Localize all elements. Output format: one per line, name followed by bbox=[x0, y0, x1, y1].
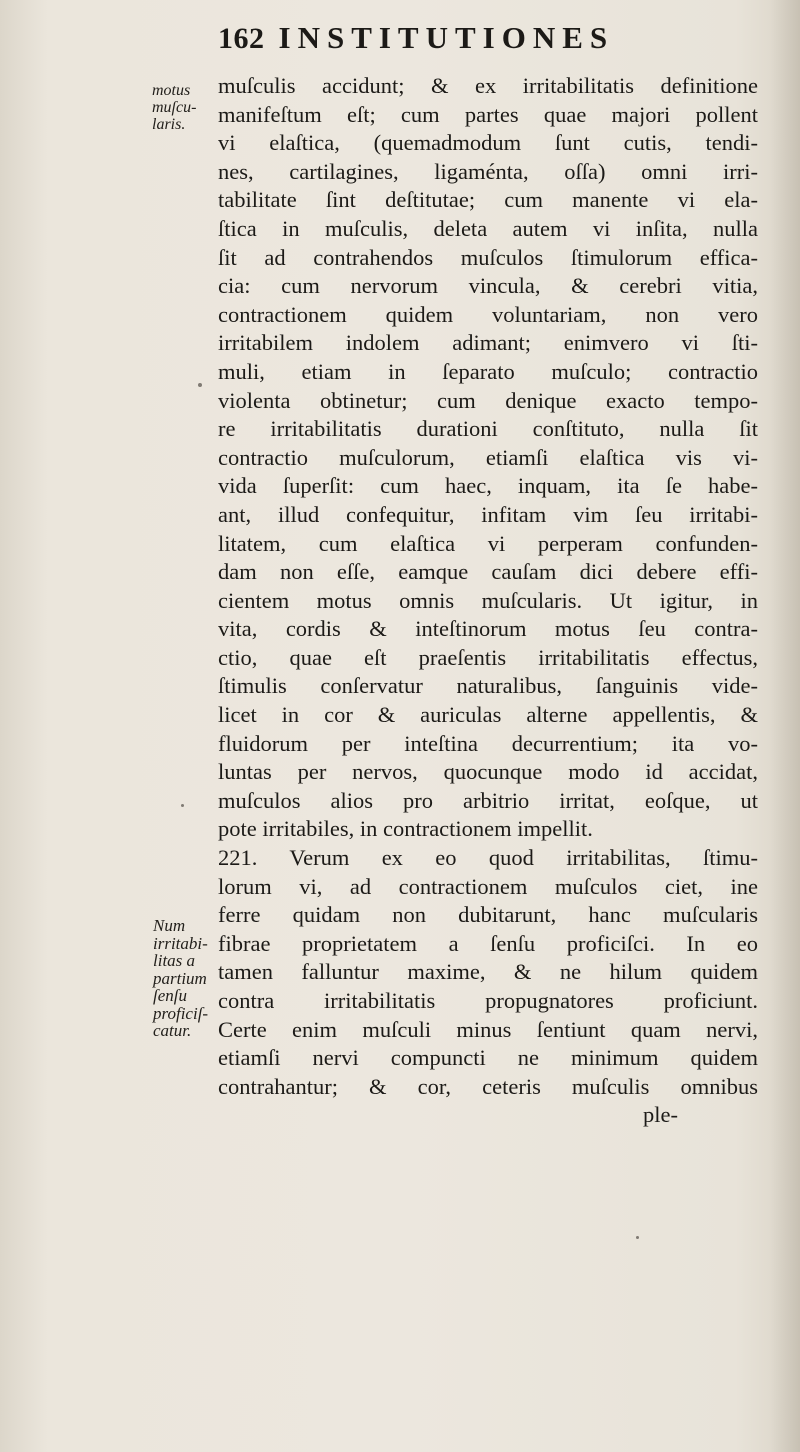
margin-note-line: catur. bbox=[153, 1021, 192, 1040]
page-edge-shadow bbox=[770, 0, 800, 1452]
page-number: 162 bbox=[218, 22, 265, 55]
margin-note-line: partium bbox=[153, 968, 207, 988]
body-line: luntas per nervos, quocunque modo id accidat, bbox=[218, 759, 758, 785]
body-line: violenta obtinetur; cum denique exacto tempo- bbox=[218, 387, 758, 413]
body-line: ant, illud confequitur, infitam vim ſeu irritabi- bbox=[218, 501, 758, 527]
body-line: nes, cartilagines, ligaménta, oſſa) omni irri- bbox=[218, 158, 758, 184]
body-line: re irritabilitatis durationi conſtituto, nulla ſit bbox=[218, 416, 758, 442]
body-line: muli, etiam in ſeparato muſculo; contractio bbox=[218, 358, 758, 384]
body-line: tabilitate ſint deſtitutae; cum manente vi ela- bbox=[218, 187, 758, 213]
body-line: etiamſi nervi compuncti ne minimum quidem bbox=[218, 1045, 758, 1071]
margin-note-line: ſenſu bbox=[153, 986, 187, 1005]
margin-note-line: laris. bbox=[152, 116, 186, 133]
body-line: muſculos alios pro arbitrio irritat, eoſque, ut bbox=[218, 787, 758, 813]
body-line: cia: cum nervorum vincula, & cerebri vitia, bbox=[218, 273, 758, 299]
body-line: vi elaſtica, (quemadmodum ſunt cutis, tendi- bbox=[218, 130, 758, 156]
body-line: ple- bbox=[643, 1102, 678, 1128]
body-line: 221. Verum ex eo quod irritabilitas, ſtimu- bbox=[218, 845, 758, 871]
ink-spot bbox=[636, 1236, 639, 1239]
margin-note-line: proficiſ- bbox=[153, 1003, 209, 1023]
body-line: vita, cordis & inteſtinorum motus ſeu contra- bbox=[218, 616, 758, 642]
body-line: ctio, quae eſt praeſentis irritabilitatis effectus, bbox=[218, 644, 758, 670]
body-line: irritabilem indolem adimant; enimvero vi ſti- bbox=[218, 330, 758, 356]
body-line: manifeſtum eſt; cum partes quae majori pollent bbox=[218, 101, 758, 127]
page-header bbox=[218, 20, 614, 70]
body-line: licet in cor & auriculas alterne appellentis, & bbox=[218, 702, 758, 728]
running-title: INSTITUTIONES bbox=[278, 20, 615, 55]
body-line: ſtica in muſculis, deleta autem vi inſita, nulla bbox=[218, 215, 758, 241]
margin-note-line: muſcu- bbox=[152, 99, 197, 116]
body-line: dam non eſſe, eamque cauſam dici debere effi- bbox=[218, 559, 758, 585]
body-line: fluidorum per inteſtina decurrentium; ita vo- bbox=[218, 730, 758, 756]
margin-note-line: litas a bbox=[153, 951, 196, 970]
margin-note-motus bbox=[152, 82, 196, 133]
body-line: cientem motus omnis muſcularis. Ut igitur, in bbox=[218, 587, 758, 613]
body-line: fibrae proprietatem a ſenſu proficiſci. In eo bbox=[218, 930, 758, 956]
body-line: pote irritabiles, in contractionem impellit. bbox=[218, 816, 593, 842]
body-line: ſtimulis conſervatur naturalibus, ſanguinis vide- bbox=[218, 673, 758, 699]
body-text bbox=[218, 72, 758, 1130]
margin-note-irritabilitas bbox=[153, 917, 208, 1040]
margin-note-line: motus bbox=[152, 82, 191, 99]
ink-spot bbox=[181, 804, 184, 807]
body-line: Certe enim muſculi minus ſentiunt quam nervi, bbox=[218, 1016, 758, 1042]
margin-note-line: irritabi- bbox=[153, 933, 208, 953]
body-line: contractio muſculorum, etiamſi elaſtica vis vi- bbox=[218, 444, 758, 470]
ink-spot bbox=[198, 383, 202, 387]
body-line: contractionem quidem voluntariam, non vero bbox=[218, 301, 758, 327]
margin-note-line: Num bbox=[153, 916, 186, 935]
body-line: muſculis accidunt; & ex irritabilitatis definitione bbox=[218, 73, 758, 98]
body-line: lorum vi, ad contractionem muſculos ciet, ine bbox=[218, 873, 758, 899]
body-line: ſit ad contrahendos muſculos ſtimulorum effica- bbox=[218, 244, 758, 270]
body-line: ferre quidam non dubitarunt, hanc muſcularis bbox=[218, 902, 758, 928]
body-line: contrahantur; & cor, ceteris muſculis omnibus bbox=[218, 1073, 758, 1099]
body-line: vida ſuperſit: cum haec, inquam, ita ſe habe- bbox=[218, 473, 758, 499]
body-line: tamen falluntur maxime, & ne hilum quidem bbox=[218, 959, 758, 985]
body-line: litatem, cum elaſtica vi perperam confunden- bbox=[218, 530, 758, 556]
body-line: contra irritabilitatis propugnatores proficiunt. bbox=[218, 988, 758, 1013]
